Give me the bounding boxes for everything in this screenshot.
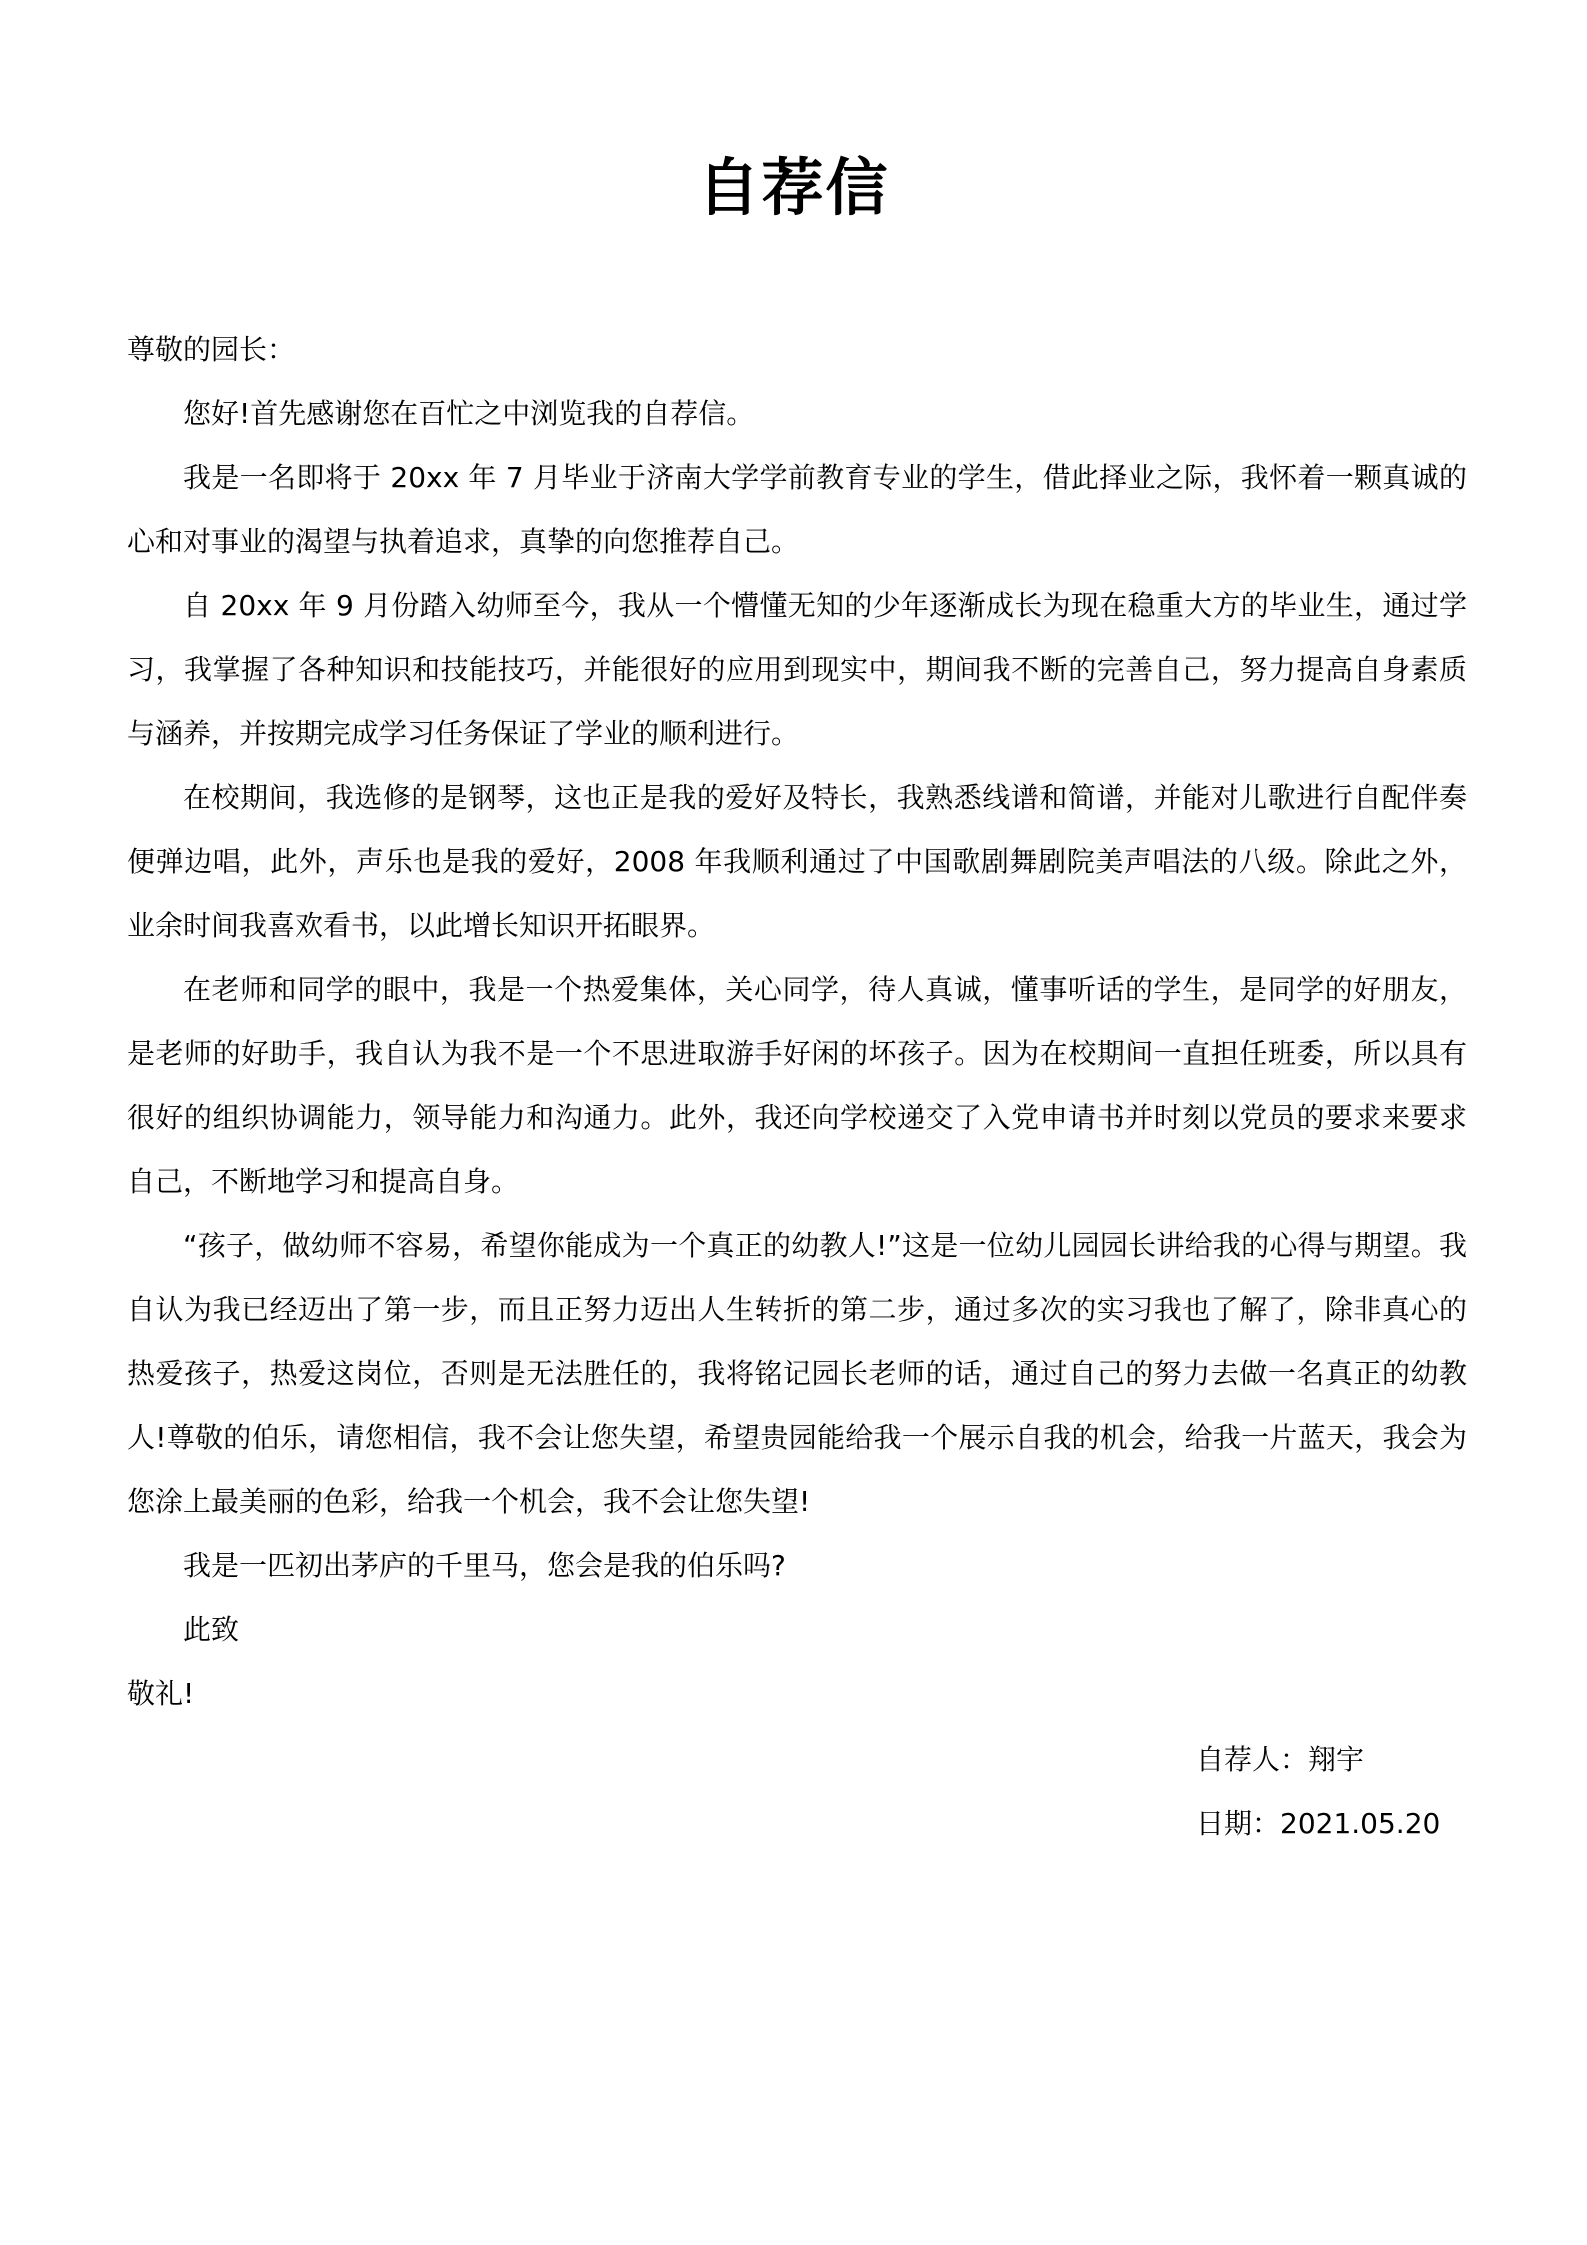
paragraph-question: 我是一匹初出茅庐的千里马，您会是我的伯乐吗? bbox=[183, 1549, 786, 1582]
paragraph-study-experience: 自 20xx 年 9 月份踏入幼师至今，我从一个懵懂无知的少年逐渐成长为现在稳重大方的毕业生，通过学习，我掌握了各种知识和技能技巧，并能很好的应用到现实中，期间我不断的完善自己，努力提高自身素质与涵养，并按期完成学习任务保证了学业的顺利进行。 bbox=[127, 589, 1467, 750]
paragraph-introduction: 我是一名即将于 20xx 年 7 月毕业于济南大学学前教育专业的学生，借此择业之际，我怀着一颗真诚的心和对事业的渴望与执着追求，真挚的向您推荐自己。 bbox=[127, 461, 1467, 558]
signature-date: 日期：2021.05.20 bbox=[1196, 1807, 1441, 1840]
paragraph-greeting: 您好!首先感谢您在百忙之中浏览我的自荐信。 bbox=[183, 397, 755, 430]
paragraph-hobbies: 在校期间，我选修的是钢琴，这也正是我的爱好及特长，我熟悉线谱和简谱，并能对儿歌进行自配伴奏便弹边唱，此外，声乐也是我的爱好，2008 年我顺利通过了中国歌剧舞剧院美声唱法的八级。除此之外，业余时间我喜欢看书，以此增长知识开拓眼界。 bbox=[127, 781, 1467, 942]
letter-body bbox=[127, 318, 1467, 1726]
closing-salute: 敬礼! bbox=[127, 1677, 195, 1710]
paragraph-aspiration: “孩子，做幼师不容易，希望你能成为一个真正的幼教人!”这是一位幼儿园园长讲给我的心得与期望。我自认为我已经迈出了第一步，而且正努力迈出人生转折的第二步，通过多次的实习我也了解了，除非真心的热爱孩子，热爱这岗位，否则是无法胜任的，我将铭记园长老师的话，通过自己的努力去做一名真正的幼教人!尊敬的伯乐，请您相信，我不会让您失望，希望贵园能给我一个展示自我的机会，给我一片蓝天，我会为您涂上最美丽的色彩，给我一个机会，我不会让您失望! bbox=[127, 1229, 1467, 1518]
signer-name: 自荐人：翔宇 bbox=[1196, 1743, 1365, 1776]
salutation: 尊敬的园长： bbox=[127, 333, 296, 366]
signature-block bbox=[1196, 1728, 1556, 1856]
paragraph-personality: 在老师和同学的眼中，我是一个热爱集体，关心同学，待人真诚，懂事听话的学生，是同学的好朋友，是老师的好助手，我自认为我不是一个不思进取游手好闲的坏孩子。因为在校期间一直担任班委，所以具有很好的组织协调能力，领导能力和沟通力。此外，我还向学校递交了入党申请书并时刻以党员的要求来要求自己，不断地学习和提高自身。 bbox=[127, 973, 1467, 1198]
paragraph-cizhi: 此致 bbox=[183, 1613, 240, 1646]
document-title: 自荐信 bbox=[697, 151, 890, 224]
